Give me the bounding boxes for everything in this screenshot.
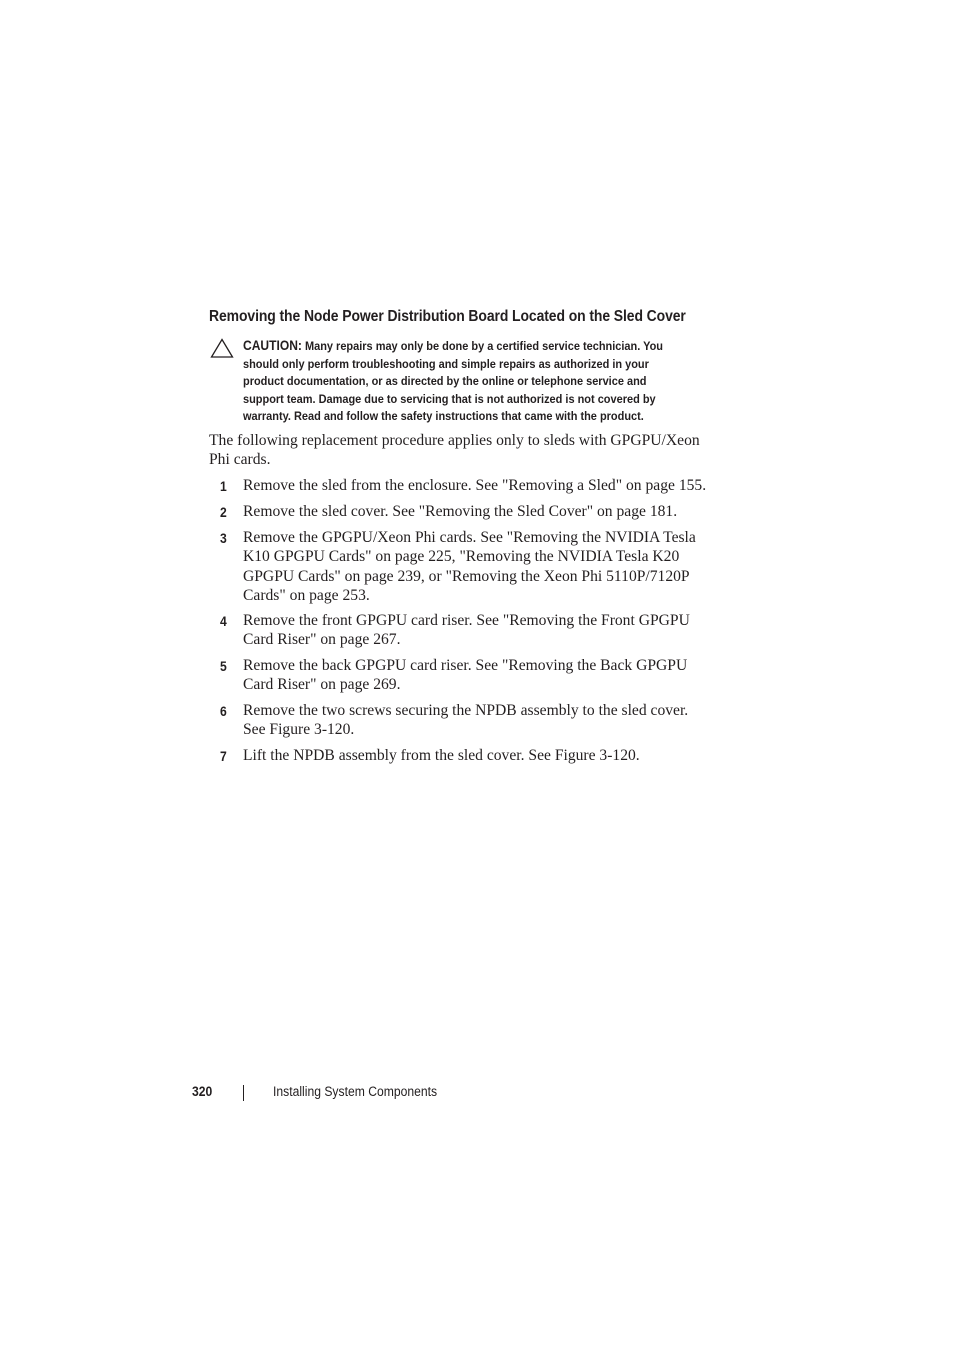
step-line: Remove the back GPGPU card riser. See "Removing the Back GPGPU	[243, 657, 688, 674]
chapter-title: Installing System Components	[273, 1084, 438, 1099]
step-line: Remove the sled cover. See "Removing the Sled Cover" on page 181.	[243, 503, 678, 520]
caution-line: warranty. Read and follow the safety instructions that came with the product.	[243, 409, 644, 424]
step-number: 3	[220, 531, 227, 546]
caution-line: support team. Damage due to servicing that is not authorized is not covered by	[243, 391, 656, 406]
step-text	[243, 656, 687, 695]
caution-label: CAUTION:	[243, 338, 302, 353]
step-text	[243, 528, 696, 606]
intro-line: The following replacement procedure applies only to sleds with GPGPU/Xeon	[209, 432, 700, 449]
step-line: Card Riser" on page 267.	[243, 631, 401, 649]
step-line: K10 GPGPU Cards" on page 225, "Removing the NVIDIA Tesla K20	[243, 548, 680, 566]
caution-triangle-icon	[210, 338, 234, 358]
caution-note	[243, 337, 720, 426]
step-line: GPGPU Cards" on page 239, or "Removing the Xeon Phi 5110P/7120P	[243, 567, 690, 585]
step-number: 4	[220, 614, 227, 629]
step-text	[243, 476, 706, 495]
step-line: Remove the sled from the enclosure. See "Removing a Sled" on page 155.	[243, 477, 707, 494]
section-heading: Removing the Node Power Distribution Board Located on the Sled Cover	[209, 308, 686, 325]
step-line: Remove the GPGPU/Xeon Phi cards. See "Removing the NVIDIA Tesla	[243, 529, 696, 546]
step-number: 7	[220, 749, 227, 764]
step-line: Card Riser" on page 269.	[243, 676, 401, 694]
intro-line: Phi cards.	[209, 451, 271, 469]
step-line: Remove the two screws securing the NPDB assembly to the sled cover.	[243, 702, 689, 719]
step-number: 2	[220, 505, 227, 520]
step-line: See Figure 3-120.	[243, 721, 355, 739]
step-line: Remove the front GPGPU card riser. See "Removing the Front GPGPU	[243, 612, 690, 629]
step-number: 5	[220, 659, 227, 674]
step-number: 1	[220, 479, 227, 494]
caution-line: product documentation, or as directed by the online or telephone service and	[243, 374, 647, 389]
step-line: Cards" on page 253.	[243, 587, 370, 605]
step-text	[243, 746, 640, 765]
step-text	[243, 502, 677, 521]
caution-line: should only perform troubleshooting and simple repairs as authorized in your	[243, 356, 649, 371]
step-number: 6	[220, 704, 227, 719]
caution-line: Many repairs may only be done by a certified service technician. You	[304, 339, 664, 353]
step-text	[243, 611, 690, 650]
intro-paragraph	[209, 431, 700, 470]
page-number: 320	[192, 1084, 213, 1099]
step-line: Lift the NPDB assembly from the sled cover. See Figure 3-120.	[243, 747, 640, 764]
footer-divider	[243, 1085, 244, 1101]
step-text	[243, 701, 688, 740]
